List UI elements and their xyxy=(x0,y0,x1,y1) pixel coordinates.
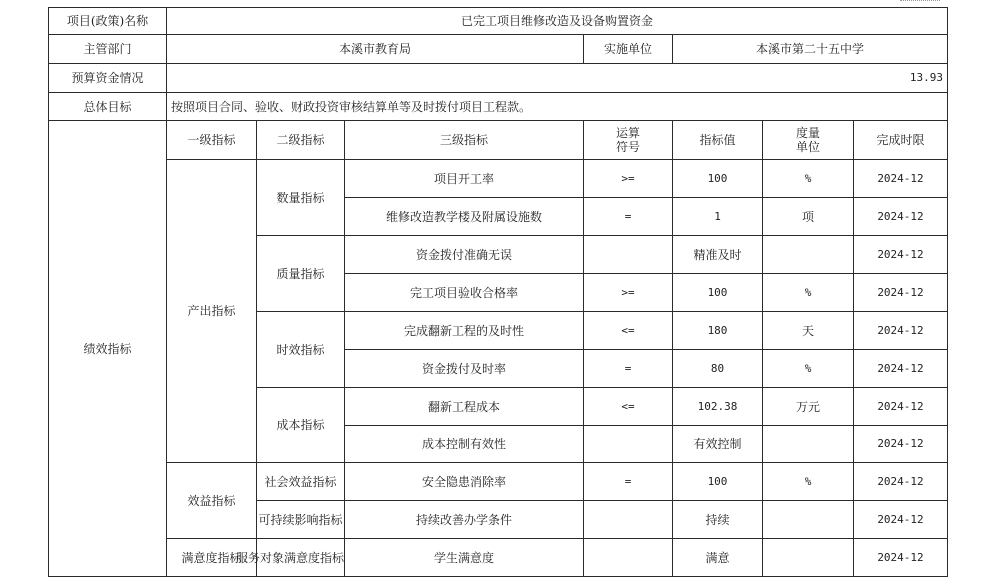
page-edge-mark xyxy=(900,0,940,3)
col-level3: 三级指标 xyxy=(439,133,488,147)
col-operator: 运算 符号 xyxy=(615,126,640,154)
level2-cost: 成本指标 xyxy=(276,418,325,432)
row-1-deadline: 2024-12 xyxy=(877,171,924,185)
row-11-operator xyxy=(584,539,672,576)
row-7-indicator-value: 102.38 xyxy=(697,399,738,413)
row-8-operator xyxy=(584,426,672,462)
rule xyxy=(947,7,948,577)
row-3-operator xyxy=(584,236,672,273)
row-3-level3-name: 资金拨付准确无误 xyxy=(415,247,512,262)
row-4-indicator-value: 100 xyxy=(707,285,728,299)
row-11-indicator-value: 满意 xyxy=(705,550,730,565)
row-9-indicator-value: 100 xyxy=(707,474,728,488)
row-10-deadline: 2024-12 xyxy=(877,512,924,526)
row-1-level3-name: 项目开工率 xyxy=(433,171,494,186)
row-3-unit xyxy=(763,236,853,273)
level2-sustainable-impact: 可持续影响指标 xyxy=(258,512,343,527)
dept-label: 主管部门 xyxy=(83,42,132,56)
row-9-deadline: 2024-12 xyxy=(877,474,924,488)
row-8-indicator-value: 有效控制 xyxy=(693,437,742,451)
row-10-indicator-value: 持续 xyxy=(705,512,730,527)
level2-quality: 质量指标 xyxy=(276,266,325,281)
row-6-unit: % xyxy=(804,361,812,375)
level1-benefit: 效益指标 xyxy=(187,493,236,508)
perf-indicator-label: 绩效指标 xyxy=(83,341,132,356)
row-4-deadline: 2024-12 xyxy=(877,285,924,299)
row-11-deadline: 2024-12 xyxy=(877,550,924,564)
level1-satisfaction: 满意度指标 xyxy=(181,550,242,565)
row-1-operator: >= xyxy=(621,171,635,185)
row-5-level3-name: 完成翻新工程的及时性 xyxy=(403,323,524,338)
row-2-unit: 项 xyxy=(801,209,814,224)
row-6-deadline: 2024-12 xyxy=(877,361,924,375)
row-4-level3-name: 完工项目验收合格率 xyxy=(409,285,518,300)
row-1-unit: % xyxy=(804,171,812,185)
impl-unit-value: 本溪市第二十五中学 xyxy=(755,42,864,56)
impl-unit-label: 实施单位 xyxy=(603,42,652,56)
row-9-operator: = xyxy=(624,474,632,488)
row-11-unit xyxy=(763,539,853,576)
row-2-level3-name: 维修改造教学楼及附属设施数 xyxy=(385,209,542,224)
row-6-level3-name: 资金拨付及时率 xyxy=(421,361,506,376)
row-5-unit: 天 xyxy=(801,323,814,338)
col-unit: 度量 单位 xyxy=(795,126,820,154)
row-8-unit xyxy=(763,426,853,462)
row-6-operator: = xyxy=(624,361,632,375)
row-10-unit xyxy=(763,501,853,538)
col-value: 指标值 xyxy=(699,133,736,147)
rule xyxy=(48,576,948,577)
col-level2: 二级指标 xyxy=(276,133,325,147)
goal-value: 按照项目合同、验收、财政投资审核结算单等及时拨付项目工程款。 xyxy=(171,99,532,114)
row-7-deadline: 2024-12 xyxy=(877,399,924,413)
row-2-deadline: 2024-12 xyxy=(877,209,924,223)
row-4-unit: % xyxy=(804,285,812,299)
row-10-level3-name: 持续改善办学条件 xyxy=(415,512,512,527)
row-1-indicator-value: 100 xyxy=(707,171,728,185)
row-5-indicator-value: 180 xyxy=(707,323,728,337)
row-9-unit: % xyxy=(804,474,812,488)
row-3-deadline: 2024-12 xyxy=(877,247,924,261)
goal-label: 总体目标 xyxy=(83,99,132,114)
row-7-operator: <= xyxy=(621,399,635,413)
level2-social-benefit: 社会效益指标 xyxy=(264,474,337,489)
project-name-label: 项目(政策)名称 xyxy=(66,14,149,28)
level2-timeliness: 时效指标 xyxy=(276,342,325,357)
row-5-deadline: 2024-12 xyxy=(877,323,924,337)
row-7-level3-name: 翻新工程成本 xyxy=(427,399,500,414)
row-2-operator: = xyxy=(624,209,632,223)
row-8-level3-name: 成本控制有效性 xyxy=(421,437,506,451)
budget-value: 13.93 xyxy=(909,71,943,84)
row-5-operator: <= xyxy=(621,323,635,337)
row-3-indicator-value: 精准及时 xyxy=(693,247,742,262)
row-2-indicator-value: 1 xyxy=(714,209,721,223)
dept-value: 本溪市教育局 xyxy=(338,42,411,56)
budget-label: 预算资金情况 xyxy=(71,71,144,85)
level2-quantity: 数量指标 xyxy=(276,190,325,205)
row-8-deadline: 2024-12 xyxy=(877,437,924,450)
level1-output: 产出指标 xyxy=(187,304,236,318)
row-11-level3-name: 学生满意度 xyxy=(433,550,494,565)
row-6-indicator-value: 80 xyxy=(710,361,725,375)
col-deadline: 完成时限 xyxy=(876,133,925,147)
row-7-unit: 万元 xyxy=(795,399,820,414)
row-9-level3-name: 安全隐患消除率 xyxy=(421,474,506,489)
row-4-operator: >= xyxy=(621,285,635,299)
row-10-operator xyxy=(584,501,672,538)
project-name-value: 已完工项目维修改造及设备购置资金 xyxy=(460,14,653,28)
col-level1: 一级指标 xyxy=(187,133,236,147)
level2-service-satisfaction: 服务对象满意度指标 xyxy=(235,550,344,565)
